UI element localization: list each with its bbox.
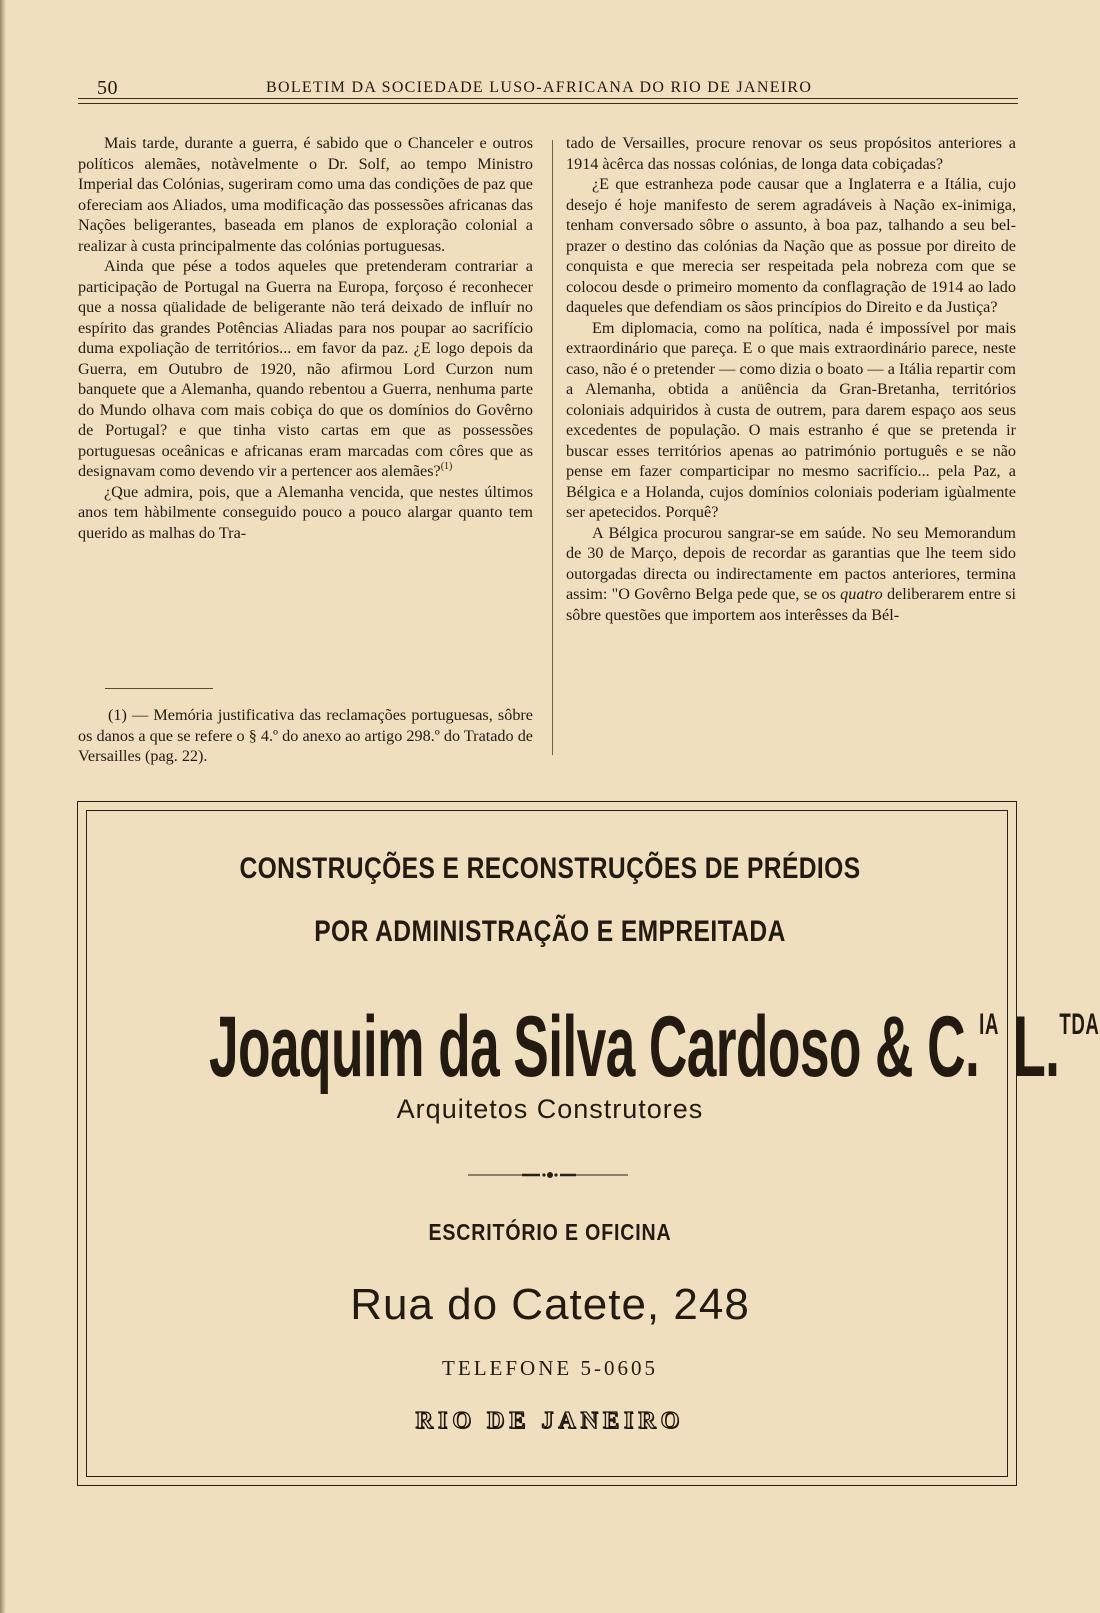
- italic-word: quatro: [840, 585, 883, 603]
- paragraph-text: Ainda que pése a todos aqueles que pretenderam contrariar a participação de Portugal na Guerra na Europa, forçoso é reconhecer que a nossa qüalidade de beligerante não terá deixado de influír no espírito das grandes Potências Aliadas para nos poupar ao sacrifício duma expoliação de territórios... em favor da paz. ¿E logo depois da Guerra, em Outubro de 1920, não afirmou Lord Curzon num banquete que a Alemanha, quando rebentou a Guerra, nenhuma parte do Mundo olhava com mais cobiça do que os domínios do Govêrno de Portugal? e que tinha visto cartas em que as possessões portuguesas oceânicas e africanas eram marcadas com côres que as designavam como devendo vir a pertencer aos alemães?: [78, 257, 533, 480]
- ad-headline-2: POR ADMINISTRAÇÃO E EMPREITADA: [314, 915, 786, 948]
- footnote-rule: [105, 688, 213, 689]
- column-divider: [552, 140, 553, 755]
- footnote-mark: (1): [440, 461, 453, 472]
- ornament-divider: [468, 1171, 628, 1179]
- office-label: ESCRITÓRIO E OFICINA: [428, 1219, 672, 1245]
- city: RIO DE JANEIRO: [415, 1408, 685, 1434]
- paragraph-text: deliberarem entre si sôbre questões que importem aos interêsses da Bél-: [566, 585, 1016, 624]
- company-name-text: L.: [998, 999, 1060, 1095]
- running-title: BOLETIM DA SOCIEDADE LUSO-AFRICANA DO RIO DE JANEIRO: [266, 79, 813, 96]
- company-name: [209, 999, 1100, 1095]
- paragraph: ¿Que admira, pois, que a Alemanha vencida, que nestes últimos anos tem hàbilmente conseguido pouco a pouco alargar quanto tem querido as malhas do Tra-: [78, 482, 533, 542]
- paragraph: ¿E que estranheza pode causar que a Inglaterra e a Itália, cujo desejo é hoje manifesto de serem agradáveis à Nação ex-inimiga, tenham conversado sôbre o assunto, à boa paz, talhando a seu bel-prazer o destino das colónias da Nação que as possue por direito de conquista e que merecia ser respeitada pela nobreza com que se colocou desde o primeiro momento da conflagração de 1914 ao lado daqueles que defendiam os sãos princípios do Direito e da Justiça?: [566, 175, 1016, 316]
- company-abbrev-sup: TDA: [1059, 1008, 1100, 1041]
- company-name-text: Joaquim da Silva Cardoso & C.: [209, 999, 980, 1095]
- paragraph: tado de Versailles, procure renovar os seus propósitos anteriores a 1914 àcêrca das nossas colónias, de longa data cobiçadas?: [566, 134, 1016, 173]
- right-column: [566, 133, 1016, 625]
- company-subtitle: Arquitetos Construtores: [396, 1094, 704, 1124]
- footnote-text: (1) — Memória justificativa das reclamações portuguesas, sôbre os danos a que se refere o § 4.º do anexo ao artigo 298.º do Tratado de Versailles (pag. 22).: [78, 706, 533, 765]
- paragraph: [78, 256, 533, 482]
- left-column: [78, 133, 533, 543]
- paragraph-text: A Bélgica procurou sangrar-se em saúde. No seu Memorandum de 30 de Março, depois de recordar as garantias que lhe teem sido outorgadas directa ou indirectamente em pactos anteriores, termina assim: "O Govêrno Belga pede que, se os: [566, 523, 1016, 603]
- header-double-rule: [78, 98, 1018, 104]
- paragraph: [566, 523, 1016, 626]
- paragraph: Mais tarde, durante a guerra, é sabido que o Chanceler e outros políticos alemães, notàvelmente o Dr. Solf, ao tempo Ministro Imperial das Colónias, sugeriram como uma das condições de paz que ofereciam aos Aliados, uma modificação das possessões africanas das Nações beligerantes, baseada em planos de exploração colonial a realizar à custa principalmente das colónias portuguesas.: [78, 134, 533, 255]
- ad-headline-1: CONSTRUÇÕES E RECONSTRUÇÕES DE PRÉDIOS: [239, 852, 861, 885]
- page-number: 50: [97, 77, 118, 99]
- paragraph: Em diplomacia, como na política, nada é impossível por mais extraordinário que pareça. E o que mais extraordinário parece, neste caso, não é o pretender — como dizia o boato — a Itália repartir com a Alemanha, obtida a anüência da Gran-Bretanha, territórios coloniais adquiridos à custa de outrem, para darem espaço aos seus excedentes de população. O mais estranho é que se pretenda ir buscar esses territórios apenas ao património português e se não pense em fazer comparticipar no mesmo sacrifício... pela Paz, a Bélgica e a Holanda, cujos domínios coloniais poderiam igùalmente ser apetecidos. Porquê?: [566, 318, 1016, 521]
- footnote: [78, 705, 533, 767]
- phone: TELEFONE 5-0605: [442, 1356, 658, 1380]
- company-abbrev-sup: IA: [979, 1008, 999, 1041]
- address: Rua do Catete, 248: [350, 1280, 750, 1329]
